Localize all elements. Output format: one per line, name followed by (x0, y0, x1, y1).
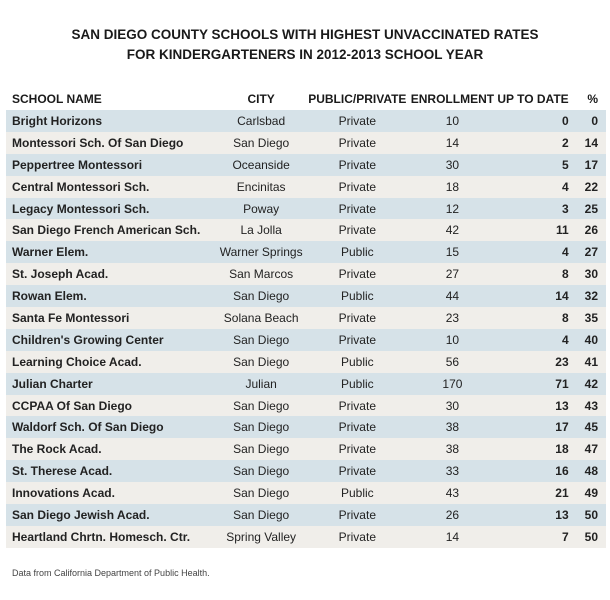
cell-enrollment: 30 (408, 395, 498, 417)
cell-percent: 22 (579, 176, 606, 198)
cell-percent: 25 (579, 198, 606, 220)
cell-school-name: Legacy Montessori Sch. (6, 198, 215, 220)
table-row (6, 307, 606, 329)
cell-public-private: Public (307, 373, 407, 395)
table-row (6, 482, 606, 504)
table-row (6, 504, 606, 526)
cell-up-to-date: 13 (497, 395, 578, 417)
cell-percent: 49 (579, 482, 606, 504)
cell-city: Solana Beach (215, 307, 307, 329)
cell-percent: 47 (579, 438, 606, 460)
cell-public-private: Private (307, 460, 407, 482)
cell-up-to-date: 21 (497, 482, 578, 504)
cell-city: San Diego (215, 504, 307, 526)
cell-public-private: Private (307, 416, 407, 438)
cell-percent: 43 (579, 395, 606, 417)
cell-up-to-date: 14 (497, 285, 578, 307)
cell-city: Carlsbad (215, 110, 307, 132)
cell-percent: 17 (579, 154, 606, 176)
cell-public-private: Public (307, 351, 407, 373)
cell-school-name: CCPAA Of San Diego (6, 395, 215, 417)
cell-percent: 27 (579, 241, 606, 263)
table-row (6, 263, 606, 285)
chart-title (0, 25, 610, 65)
table-row (6, 395, 606, 417)
cell-enrollment: 38 (408, 416, 498, 438)
cell-school-name: St. Joseph Acad. (6, 263, 215, 285)
table-row (6, 416, 606, 438)
cell-up-to-date: 8 (497, 307, 578, 329)
cell-up-to-date: 7 (497, 526, 578, 548)
cell-city: San Marcos (215, 263, 307, 285)
cell-percent: 40 (579, 329, 606, 351)
table-body (6, 110, 606, 548)
cell-city: Julian (215, 373, 307, 395)
cell-city: San Diego (215, 416, 307, 438)
cell-enrollment: 14 (408, 526, 498, 548)
header-up-to-date: UP TO DATE (497, 92, 569, 106)
cell-school-name: St. Therese Acad. (6, 460, 215, 482)
cell-city: San Diego (215, 482, 307, 504)
cell-enrollment: 56 (408, 351, 498, 373)
cell-percent: 26 (579, 219, 606, 241)
header-city: CITY (247, 92, 275, 106)
cell-school-name: Waldorf Sch. Of San Diego (6, 416, 215, 438)
cell-enrollment: 44 (408, 285, 498, 307)
cell-city: San Diego (215, 460, 307, 482)
cell-percent: 14 (579, 132, 606, 154)
table-row (6, 351, 606, 373)
cell-enrollment: 12 (408, 198, 498, 220)
title-line-1: SAN DIEGO COUNTY SCHOOLS WITH HIGHEST UNVACCINATED RATES (71, 27, 539, 42)
cell-public-private: Public (307, 482, 407, 504)
table-row (6, 285, 606, 307)
cell-school-name: San Diego Jewish Acad. (6, 504, 215, 526)
cell-school-name: Learning Choice Acad. (6, 351, 215, 373)
cell-enrollment: 27 (408, 263, 498, 285)
cell-enrollment: 26 (408, 504, 498, 526)
header-school-name: SCHOOL NAME (12, 92, 102, 106)
cell-public-private: Private (307, 132, 407, 154)
cell-city: La Jolla (215, 219, 307, 241)
table-row (6, 219, 606, 241)
cell-enrollment: 33 (408, 460, 498, 482)
cell-percent: 50 (579, 504, 606, 526)
cell-up-to-date: 0 (497, 110, 578, 132)
cell-city: Warner Springs (215, 241, 307, 263)
cell-school-name: Santa Fe Montessori (6, 307, 215, 329)
cell-school-name: Innovations Acad. (6, 482, 215, 504)
cell-up-to-date: 16 (497, 460, 578, 482)
cell-public-private: Public (307, 285, 407, 307)
cell-percent: 30 (579, 263, 606, 285)
table-row (6, 460, 606, 482)
cell-city: San Diego (215, 329, 307, 351)
cell-up-to-date: 17 (497, 416, 578, 438)
cell-enrollment: 170 (408, 373, 498, 395)
header-public-private: PUBLIC/PRIVATE (308, 92, 407, 106)
cell-city: Spring Valley (215, 526, 307, 548)
cell-city: Oceanside (215, 154, 307, 176)
cell-up-to-date: 4 (497, 241, 578, 263)
table-row (6, 176, 606, 198)
table-row (6, 132, 606, 154)
cell-school-name: Children's Growing Center (6, 329, 215, 351)
cell-city: Poway (215, 198, 307, 220)
cell-city: San Diego (215, 285, 307, 307)
cell-school-name: Peppertree Montessori (6, 154, 215, 176)
cell-up-to-date: 18 (497, 438, 578, 460)
table-row (6, 526, 606, 548)
cell-enrollment: 10 (408, 110, 498, 132)
cell-school-name: Rowan Elem. (6, 285, 215, 307)
cell-up-to-date: 13 (497, 504, 578, 526)
cell-enrollment: 43 (408, 482, 498, 504)
cell-public-private: Private (307, 438, 407, 460)
cell-city: San Diego (215, 438, 307, 460)
source-note: Data from California Department of Public Health. (12, 568, 210, 578)
cell-public-private: Private (307, 526, 407, 548)
cell-school-name: Montessori Sch. Of San Diego (6, 132, 215, 154)
cell-school-name: Heartland Chrtn. Homesch. Ctr. (6, 526, 215, 548)
cell-public-private: Public (307, 241, 407, 263)
cell-public-private: Private (307, 329, 407, 351)
cell-up-to-date: 3 (497, 198, 578, 220)
cell-city: Encinitas (215, 176, 307, 198)
cell-up-to-date: 11 (497, 219, 578, 241)
cell-enrollment: 42 (408, 219, 498, 241)
table-row (6, 110, 606, 132)
header-enrollment: ENROLLMENT (410, 92, 495, 106)
cell-percent: 48 (579, 460, 606, 482)
header-row (6, 88, 606, 110)
cell-public-private: Private (307, 176, 407, 198)
cell-percent: 0 (579, 110, 606, 132)
cell-percent: 45 (579, 416, 606, 438)
table-row (6, 154, 606, 176)
cell-percent: 41 (579, 351, 606, 373)
cell-public-private: Private (307, 307, 407, 329)
schools-table (6, 88, 606, 548)
cell-public-private: Private (307, 395, 407, 417)
cell-up-to-date: 4 (497, 329, 578, 351)
cell-school-name: Warner Elem. (6, 241, 215, 263)
cell-public-private: Private (307, 154, 407, 176)
cell-school-name: Bright Horizons (6, 110, 215, 132)
table-row (6, 438, 606, 460)
cell-public-private: Private (307, 504, 407, 526)
cell-up-to-date: 2 (497, 132, 578, 154)
table-row (6, 329, 606, 351)
cell-enrollment: 10 (408, 329, 498, 351)
cell-public-private: Private (307, 110, 407, 132)
cell-percent: 50 (579, 526, 606, 548)
table-row (6, 241, 606, 263)
table-row (6, 373, 606, 395)
cell-city: San Diego (215, 132, 307, 154)
cell-city: San Diego (215, 395, 307, 417)
cell-enrollment: 30 (408, 154, 498, 176)
cell-enrollment: 18 (408, 176, 498, 198)
cell-percent: 32 (579, 285, 606, 307)
cell-up-to-date: 5 (497, 154, 578, 176)
table-row (6, 198, 606, 220)
cell-percent: 42 (579, 373, 606, 395)
cell-enrollment: 23 (408, 307, 498, 329)
cell-enrollment: 14 (408, 132, 498, 154)
cell-city: San Diego (215, 351, 307, 373)
cell-school-name: The Rock Acad. (6, 438, 215, 460)
cell-school-name: Julian Charter (6, 373, 215, 395)
cell-up-to-date: 8 (497, 263, 578, 285)
cell-school-name: San Diego French American Sch. (6, 219, 215, 241)
cell-public-private: Private (307, 263, 407, 285)
cell-up-to-date: 4 (497, 176, 578, 198)
cell-enrollment: 38 (408, 438, 498, 460)
header-percent: % (587, 92, 598, 106)
cell-public-private: Private (307, 198, 407, 220)
cell-up-to-date: 71 (497, 373, 578, 395)
cell-enrollment: 15 (408, 241, 498, 263)
cell-public-private: Private (307, 219, 407, 241)
cell-percent: 35 (579, 307, 606, 329)
cell-up-to-date: 23 (497, 351, 578, 373)
cell-school-name: Central Montessori Sch. (6, 176, 215, 198)
title-line-2: FOR KINDERGARTENERS IN 2012-2013 SCHOOL YEAR (126, 47, 484, 62)
